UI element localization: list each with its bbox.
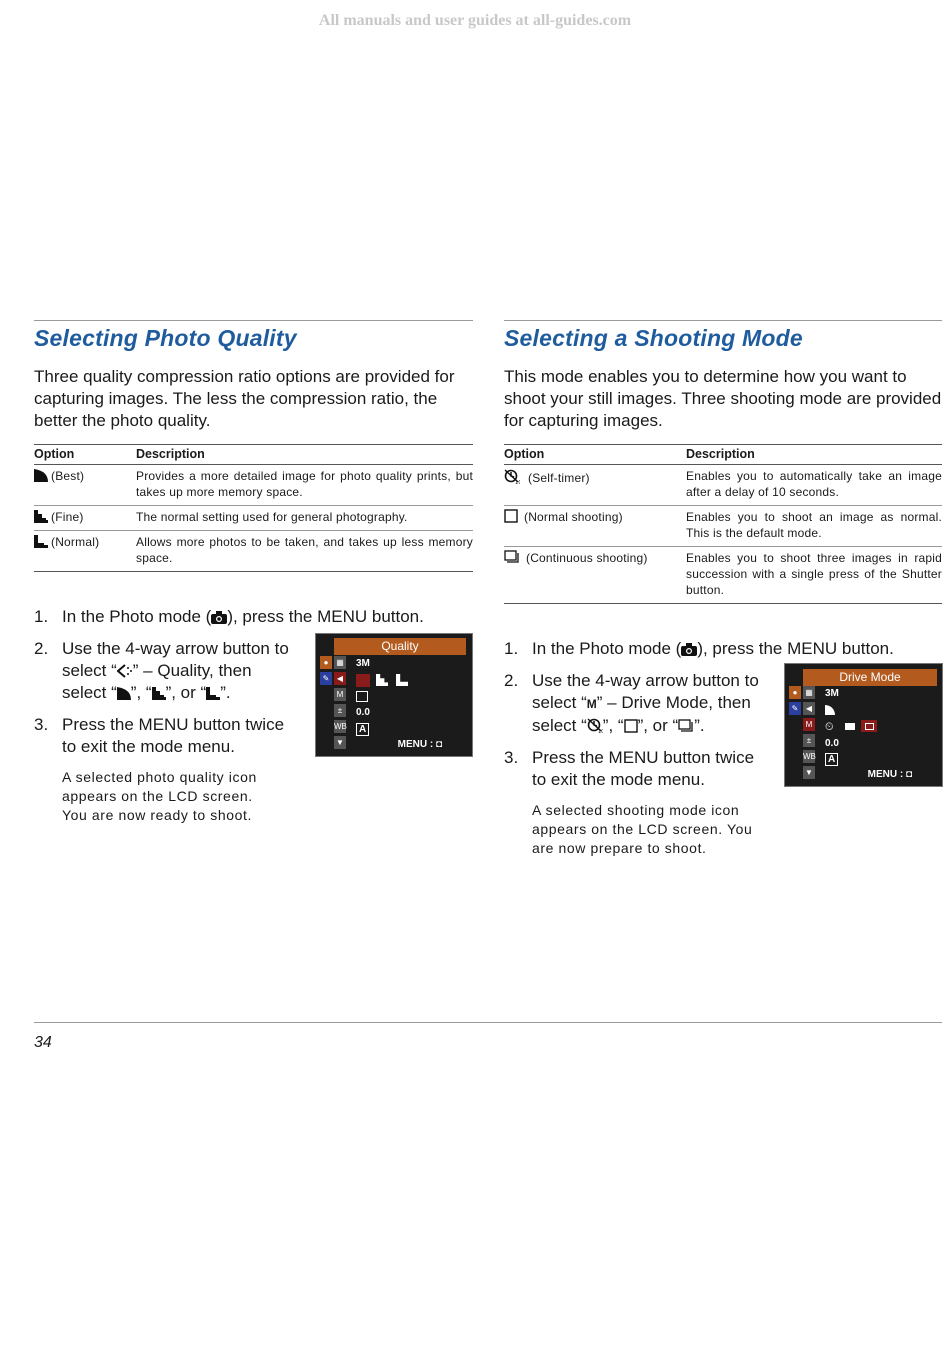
lcd-wb-icon: WB	[803, 752, 816, 761]
option-header: Option	[504, 445, 686, 465]
lcd-drive-icon	[356, 691, 368, 702]
step-number: 2.	[34, 639, 49, 658]
self-timer-icon	[504, 468, 520, 484]
option-label: (Fine)	[51, 510, 84, 524]
lcd-more-icon: ▼	[803, 766, 815, 779]
drive-mode-letter: M	[586, 697, 597, 711]
step-2	[504, 670, 764, 737]
lcd-fine-icon	[376, 674, 388, 686]
lcd-sidebar	[320, 656, 332, 688]
normal-shooting-icon	[624, 719, 638, 733]
option-header: Option	[34, 445, 136, 465]
page-number: 34	[34, 1034, 52, 1051]
step-number: 1.	[34, 607, 49, 626]
footer-rule	[34, 1022, 942, 1023]
option-label: (Continuous shooting)	[526, 551, 648, 565]
section-top-rule	[34, 320, 473, 321]
table-header-row	[504, 445, 942, 465]
step-text: In the Photo mode (	[62, 607, 212, 626]
step-1	[504, 638, 942, 660]
step-text: ”, or “	[165, 683, 207, 702]
lcd-ev-icon: ±	[803, 734, 815, 747]
lcd-menu-hint: MENU : ◘	[867, 769, 912, 780]
step-number: 1.	[504, 639, 519, 658]
step-text: ), press the MENU button.	[697, 639, 894, 658]
option-cell	[34, 531, 136, 572]
description-cell: Enables you to shoot an image as normal. This is the default mode.	[686, 506, 942, 547]
lcd-resolution: 3M	[825, 688, 839, 699]
lcd-ev-value: 0.0	[356, 707, 370, 718]
lcd-drive-mode-screen	[784, 663, 943, 787]
section-title-photo-quality: Selecting Photo Quality	[34, 325, 297, 351]
step-text: Use the 4-way arrow button to select “	[62, 639, 289, 680]
lcd-more-icon: ▼	[334, 736, 346, 749]
table-row	[504, 506, 942, 547]
step-text: ”.	[220, 683, 231, 702]
table-row	[504, 547, 942, 604]
quality-normal-icon	[206, 687, 220, 700]
step-number: 3.	[504, 748, 519, 767]
section-top-rule	[504, 320, 942, 321]
description-cell: Provides a more detailed image for photo quality prints, but takes up more memory space.	[136, 465, 473, 506]
quality-normal-icon	[34, 535, 48, 548]
step-text: ”, or “	[637, 716, 679, 735]
table-row	[34, 465, 473, 506]
step-text: ), press the MENU button.	[227, 607, 424, 626]
lcd-wb-icon: WB	[334, 722, 347, 731]
camera-icon	[681, 643, 697, 656]
table-row	[34, 506, 473, 531]
note-text: A selected shooting mode icon appears on the LCD screen. You are now prepare to shoot.	[532, 802, 753, 856]
description-cell: Enables you to automatically take an image after a delay of 10 seconds.	[686, 465, 942, 506]
lcd-menu-column	[803, 686, 815, 782]
lcd-camera-icon: ●	[789, 686, 801, 699]
step-text: ”, “	[602, 716, 624, 735]
lcd-mode-icon: M	[334, 688, 346, 701]
lcd-continuous-selected	[861, 720, 877, 732]
section-title-shooting-mode: Selecting a Shooting Mode	[504, 325, 803, 351]
lcd-size-icon: ▦	[334, 656, 346, 669]
lcd-banner: Quality	[334, 638, 466, 655]
lcd-best-selected	[356, 674, 370, 687]
quality-options-table	[34, 444, 473, 572]
description-cell: The normal setting used for general photography.	[136, 506, 473, 531]
step-text: ”.	[694, 716, 705, 735]
camera-icon	[211, 611, 227, 624]
step-3	[504, 747, 764, 791]
description-header: Description	[136, 445, 473, 465]
step-text: ” – Drive Mode, then select “	[532, 693, 751, 735]
lcd-quality-icon: ◀	[803, 702, 815, 715]
intro-text: Three quality compression ratio options are provided for capturing images. The less the compression ratio, the better the photo quality.	[34, 367, 455, 430]
lcd-menu-label: MENU :	[867, 769, 904, 780]
lcd-quality-screen	[315, 633, 473, 757]
option-label: (Best)	[51, 469, 85, 483]
quality-best-icon	[117, 687, 131, 700]
lcd-iso-value: A	[356, 723, 369, 736]
step-1	[34, 606, 473, 628]
lcd-setup-icon: ✎	[789, 702, 801, 715]
watermark: All manuals and user guides at all-guides.com	[318, 12, 632, 29]
continuous-shooting-icon	[678, 719, 694, 733]
lcd-menu-column	[334, 656, 346, 752]
shooting-options-table	[504, 444, 942, 604]
step-text: ” – Quality, then select “	[62, 661, 252, 702]
lcd-menu-hint: MENU : ◘	[397, 739, 442, 750]
self-timer-icon	[587, 717, 603, 733]
option-label: (Normal shooting)	[524, 510, 623, 524]
quality-best-icon	[34, 469, 48, 482]
lcd-banner: Drive Mode	[803, 669, 937, 686]
lcd-resolution: 3M	[356, 658, 370, 669]
step-number: 3.	[34, 715, 49, 734]
lcd-setup-icon: ✎	[320, 672, 332, 685]
step-text: In the Photo mode (	[532, 639, 682, 658]
lcd-best-icon	[825, 705, 835, 715]
continuous-shooting-icon	[504, 550, 520, 564]
option-label: (Normal)	[51, 535, 100, 549]
option-cell	[504, 465, 686, 506]
quality-icon	[117, 664, 133, 678]
lcd-size-icon: ▦	[803, 686, 815, 699]
step-3	[34, 714, 294, 758]
lcd-sidebar	[789, 686, 801, 718]
quality-fine-icon	[152, 687, 166, 700]
lcd-ev-value: 0.0	[825, 738, 839, 749]
step-number: 2.	[504, 671, 519, 690]
description-header: Description	[686, 445, 942, 465]
lcd-quality-icon: ◀	[334, 672, 346, 685]
option-cell	[34, 465, 136, 506]
table-header-row	[34, 445, 473, 465]
step-text: ”, “	[130, 683, 152, 702]
step-2	[34, 638, 294, 704]
description-cell: Allows more photos to be taken, and takes up less memory space.	[136, 531, 473, 572]
lcd-ev-icon: ±	[334, 704, 346, 717]
option-cell	[504, 547, 686, 604]
option-cell	[34, 506, 136, 531]
lcd-timer-icon: ⏲	[825, 721, 834, 733]
step-text: Press the MENU button twice to exit the mode menu.	[532, 748, 755, 789]
lcd-camera-icon: ●	[320, 656, 332, 669]
step-text: Press the MENU button twice to exit the mode menu.	[62, 715, 285, 756]
option-cell	[504, 506, 686, 547]
intro-text: This mode enables you to determine how you want to shoot your still images. Three shooting mode are provided for capturing images.	[504, 367, 942, 430]
normal-shooting-icon	[504, 509, 518, 523]
table-row	[34, 531, 473, 572]
note-text: A selected photo quality icon appears on the LCD screen. You are now ready to shoot.	[62, 769, 257, 823]
lcd-iso-value: A	[825, 753, 838, 766]
lcd-mode-icon: M	[803, 718, 815, 731]
lcd-normal-icon	[845, 723, 855, 730]
lcd-normal-icon	[396, 674, 408, 686]
description-cell: Enables you to shoot three images in rapid succession with a single press of the Shutter button.	[686, 547, 942, 604]
lcd-menu-label: MENU :	[397, 739, 434, 750]
table-row	[504, 465, 942, 506]
step-text: Use the 4-way arrow button to select “	[532, 671, 759, 712]
quality-fine-icon	[34, 510, 48, 523]
option-label: (Self-timer)	[528, 471, 590, 485]
